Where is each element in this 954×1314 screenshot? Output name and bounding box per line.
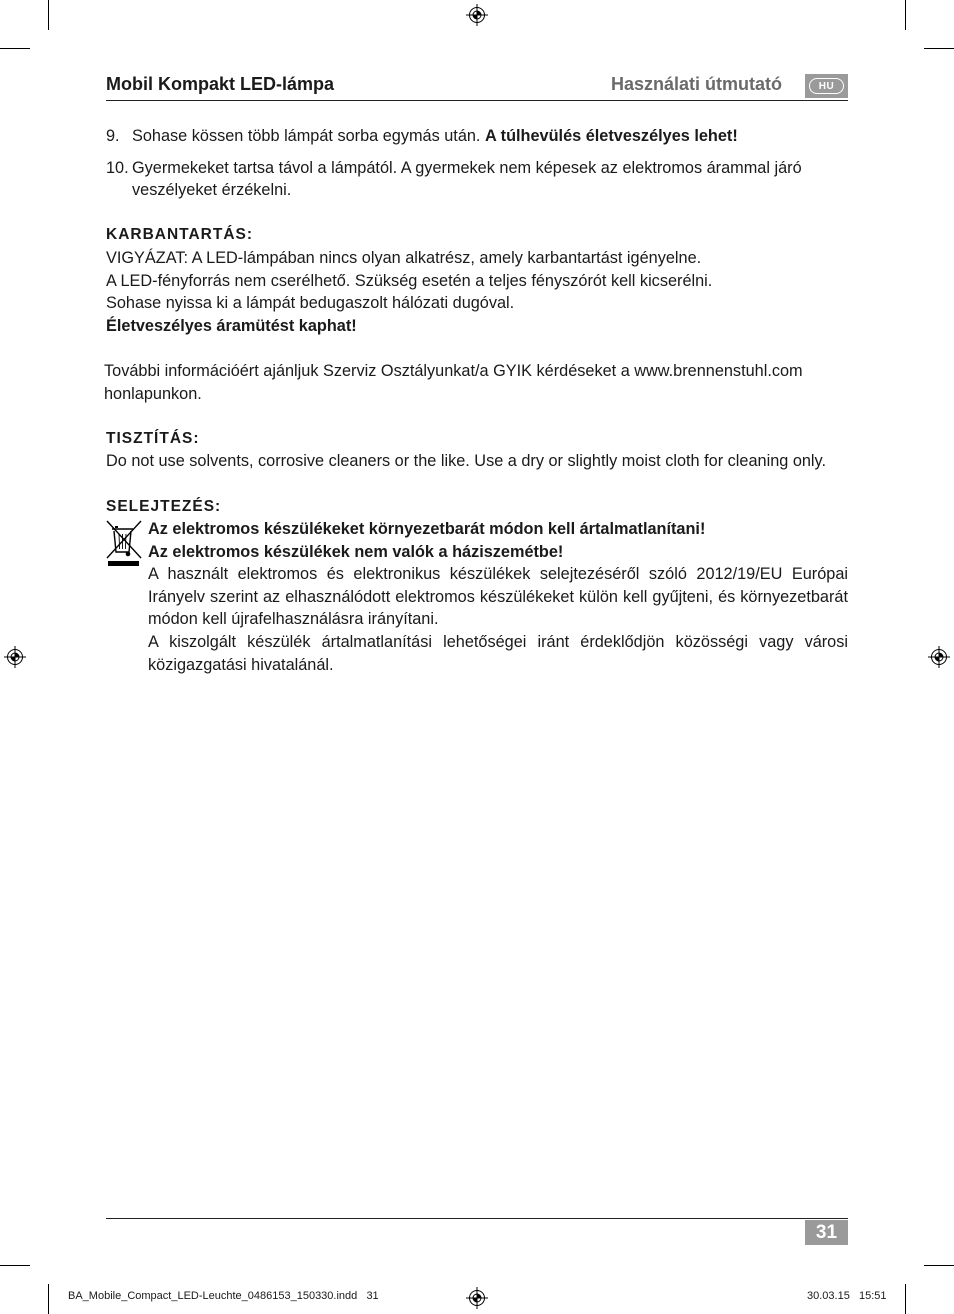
maintenance-line: A LED-fényforrás nem cserélhető. Szükség esetén a teljes fényszórót kell kicserélni. [106, 271, 713, 290]
disposal-warning: Az elektromos készülékek nem valók a háziszemétbe! [148, 542, 564, 561]
cleaning-text: Do not use solvents, corrosive cleaners or the like. Use a dry or slightly moist cloth for cleaning only. [106, 452, 827, 471]
registration-mark-icon [4, 646, 26, 668]
maintenance-line: Sohase nyissa ki a lámpát bedugaszolt hálózati dugóval. [106, 294, 515, 313]
list-text: Gyermekeket tartsa távol a lámpától. A gyermekek nem képesek az elektromos árammal járó veszélyeket érzékelni. [132, 158, 802, 200]
print-file-info: BA_Mobile_Compact_LED-Leuchte_0486153_150330.indd 31 [68, 1290, 379, 1302]
registration-mark-icon [928, 646, 950, 668]
page-number: 31 [805, 1220, 848, 1245]
crop-mark [48, 1284, 49, 1314]
registration-mark-icon [466, 4, 488, 26]
crossed-out-wheelie-bin-icon [106, 520, 142, 566]
list-item [106, 157, 848, 202]
disposal-block [106, 518, 848, 676]
crop-mark [905, 1284, 906, 1314]
list-warning: A túlhevülés életveszélyes lehet! [484, 127, 738, 145]
maintenance-heading: KARBANTARTÁS: [106, 226, 254, 244]
crop-mark [924, 1265, 954, 1266]
crop-mark [924, 48, 954, 49]
crop-mark [48, 0, 49, 30]
maintenance-warning: Életveszélyes áramütést kaphat! [106, 316, 357, 335]
crop-mark [0, 48, 30, 49]
list-item [106, 125, 848, 148]
page-content [106, 125, 848, 676]
document-type: Használati útmutató [610, 74, 782, 94]
language-code: HU [809, 78, 844, 94]
disposal-heading: SELEJTEZÉS: [106, 497, 222, 515]
registration-mark-icon [466, 1287, 488, 1309]
crop-mark [0, 1265, 30, 1266]
list-number: 10. [106, 158, 129, 177]
disposal-text: A kiszolgált készülék ártalmatlanítási lehetőségei iránt érdeklődjön közösségi vagy városi közigazgatási hivatalánál. [148, 633, 848, 674]
page-header [106, 72, 848, 101]
disposal-warning: Az elektromos készülékeket környezetbarát módon kell ártalmatlanítani! [148, 520, 706, 539]
crop-mark [905, 0, 906, 30]
list-number: 9. [106, 127, 120, 145]
document-title: Mobil Kompakt LED-lámpa [106, 74, 335, 94]
footer-divider [106, 1218, 848, 1219]
print-date: 30.03.15 15:51 [807, 1290, 887, 1302]
language-badge [805, 74, 848, 98]
list-text: Sohase kössen több lámpát sorba egymás után. [132, 127, 485, 145]
cleaning-heading: TISZTÍTÁS: [106, 429, 200, 447]
info-paragraph: További információért ajánljuk Szerviz Osztályunkat/a GYIK kérdéseket a www.brennenstuhl.com honlapunkon. [104, 361, 803, 403]
maintenance-line: VIGYÁZAT: A LED-lámpában nincs olyan alkatrész, amely karbantartást igényelne. [106, 248, 702, 267]
disposal-text: A használt elektromos és elektronikus készülékek selejtezéséről szóló 2012/19/EU Európai Irányelv szerint az elhasználódott elektromos készülékeket külön kell gyűjteni, és környezetbarát módon kell újrafelhasználásra irányítani. [148, 565, 848, 629]
